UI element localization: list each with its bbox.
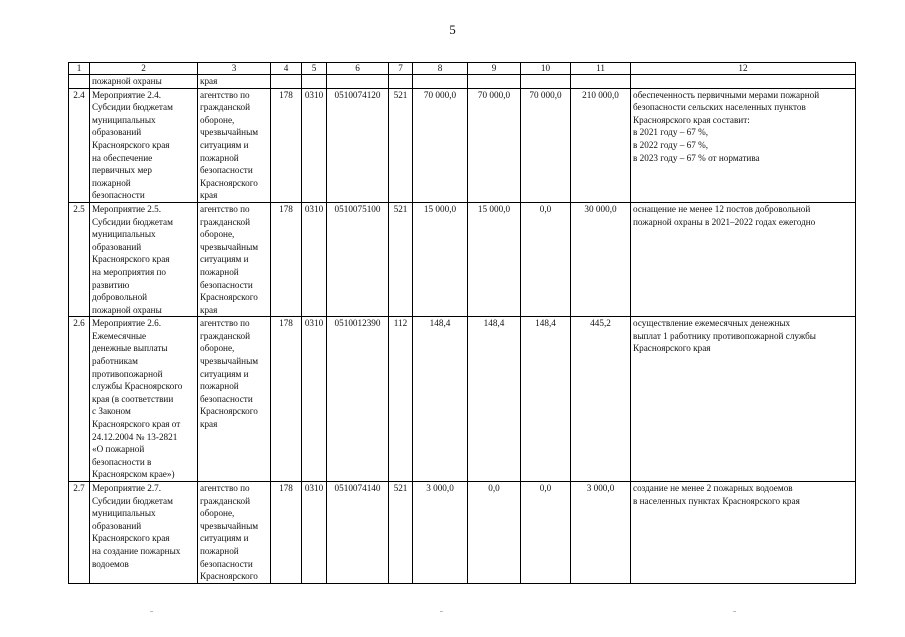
measure-name-line: на создание пожарных <box>92 545 181 556</box>
amount-total: 445,2 <box>571 317 631 482</box>
header-cell: 2 <box>90 63 198 75</box>
measure-name-line: края (в соответствии <box>92 393 174 404</box>
responsible-agency-line: безопасности <box>200 393 253 404</box>
responsible-agency-line: края <box>200 304 218 315</box>
page-number: 5 <box>449 22 456 37</box>
responsible-agency-line: агентство по <box>200 483 250 493</box>
header-cell: 6 <box>327 63 389 75</box>
responsible-agency-line: гражданской <box>200 216 251 227</box>
header-cell: 3 <box>198 63 271 75</box>
expected-result-line: в 2022 году – 67 %, <box>633 139 709 150</box>
expected-result-line: в 2021 году – 67 %, <box>633 127 709 138</box>
table-row <box>69 317 856 482</box>
header-cell: 7 <box>389 63 413 75</box>
measure-name-line: Красноярском крае») <box>92 469 175 480</box>
measure-name-line: Красноярского края <box>92 254 170 265</box>
responsible-agency-line: обороне, <box>200 343 235 354</box>
rzpr-code: 0310 <box>302 482 327 584</box>
csr-code: 0510074120 <box>327 88 389 202</box>
vr-code: 521 <box>389 88 413 202</box>
expected-result <box>631 317 856 482</box>
responsible-agency-line: безопасности <box>200 558 253 569</box>
measure-name-line: муниципальных <box>92 508 156 519</box>
table-row <box>69 482 856 584</box>
measure-name-line: «О пожарной <box>92 444 145 455</box>
expected-result-line: оснащение не менее 12 постов добровольной <box>633 203 811 214</box>
responsible-agency-line: обороне, <box>200 114 235 125</box>
scan-mark <box>440 611 443 612</box>
measure-name-line: Мероприятие 2.4. <box>92 89 162 100</box>
responsible-agency-line: гражданской <box>200 495 251 506</box>
row-number: 2.6 <box>69 317 90 482</box>
cell <box>413 75 468 89</box>
rzpr-code: 0310 <box>302 88 327 202</box>
measure-name-line: муниципальных <box>92 229 156 240</box>
cell-agency: края <box>198 75 271 89</box>
measure-name <box>90 202 198 316</box>
responsible-agency-line: ситуациям и <box>200 533 249 544</box>
measure-name-line: первичных мер <box>92 165 152 176</box>
responsible-agency-line: ситуациям и <box>200 368 249 379</box>
cell <box>69 75 90 89</box>
csr-code: 0510074140 <box>327 482 389 584</box>
measure-name-line: Красноярского края от <box>92 419 181 430</box>
grbs-code: 178 <box>271 482 302 584</box>
measure-name-line: противопожарной <box>92 368 163 379</box>
responsible-agency-line: чрезвычайным <box>200 520 259 531</box>
measure-name-line: Красноярского края <box>92 533 170 544</box>
expected-result-line: осуществление ежемесячных денежных <box>633 318 791 329</box>
row-number: 2.5 <box>69 202 90 316</box>
responsible-agency-line: чрезвычайным <box>200 241 259 252</box>
measure-name-line: добровольной <box>92 292 148 303</box>
responsible-agency-line: гражданской <box>200 102 251 113</box>
measure-name-line: водоемов <box>92 558 129 569</box>
responsible-agency-line: агентство по <box>200 89 250 100</box>
responsible-agency-line: Красноярского <box>200 292 258 303</box>
measure-name-line: муниципальных <box>92 114 156 125</box>
scan-mark <box>150 611 153 612</box>
amount-2022: 148,4 <box>468 317 521 482</box>
responsible-agency <box>198 88 271 202</box>
header-cell: 9 <box>468 63 521 75</box>
row-number: 2.7 <box>69 482 90 584</box>
cell <box>327 75 389 89</box>
header-cell: 11 <box>571 63 631 75</box>
header-cell: 4 <box>271 63 302 75</box>
measure-name-line: Субсидии бюджетам <box>92 102 173 113</box>
expected-result-line: в населенных пунктах Красноярского края <box>633 495 800 506</box>
measure-name-line: Субсидии бюджетам <box>92 495 173 506</box>
measure-name-line: 24.12.2004 № 13-2821 <box>92 431 178 442</box>
measure-name-line: службы Красноярского <box>92 381 183 392</box>
amount-2021: 3 000,0 <box>413 482 468 584</box>
amount-2023: 70 000,0 <box>521 88 571 202</box>
responsible-agency <box>198 482 271 584</box>
grbs-code: 178 <box>271 88 302 202</box>
responsible-agency-line: пожарной <box>200 266 239 277</box>
header-cell: 5 <box>302 63 327 75</box>
measure-name-line: Субсидии бюджетам <box>92 216 173 227</box>
responsible-agency-line: пожарной <box>200 381 239 392</box>
expected-result-line: создание не менее 2 пожарных водоемов <box>633 483 793 493</box>
measure-name-line: образований <box>92 520 142 531</box>
amount-total: 30 000,0 <box>571 202 631 316</box>
amount-2023: 148,4 <box>521 317 571 482</box>
measure-name-line: пожарной <box>92 177 131 188</box>
measure-name-line: образований <box>92 127 142 138</box>
cell-name: пожарной охраны <box>90 75 198 89</box>
amount-2021: 15 000,0 <box>413 202 468 316</box>
measure-name-line: денежные выплаты <box>92 343 168 354</box>
amount-2022: 70 000,0 <box>468 88 521 202</box>
responsible-agency-line: Красноярского <box>200 177 258 188</box>
rzpr-code: 0310 <box>302 317 327 482</box>
expected-result-line: выплат 1 работнику противопожарной службы <box>633 330 816 341</box>
grbs-code: 178 <box>271 317 302 482</box>
amount-total: 210 000,0 <box>571 88 631 202</box>
measure-name-line: на мероприятия по <box>92 266 166 277</box>
header-cell: 12 <box>631 63 856 75</box>
measure-name-line: на обеспечение <box>92 152 153 163</box>
cell <box>271 75 302 89</box>
vr-code: 112 <box>389 317 413 482</box>
cell <box>468 75 521 89</box>
expected-result <box>631 482 856 584</box>
responsible-agency-line: гражданской <box>200 330 251 341</box>
expected-result <box>631 88 856 202</box>
measure-name-line: безопасности в <box>92 456 152 467</box>
activities-table <box>68 62 856 584</box>
expected-result-line: безопасности сельских населенных пунктов <box>633 102 806 113</box>
responsible-agency-line: обороне, <box>200 229 235 240</box>
vr-code: 521 <box>389 202 413 316</box>
row-number: 2.4 <box>69 88 90 202</box>
amount-2021: 148,4 <box>413 317 468 482</box>
responsible-agency-line: Красноярского <box>200 406 258 417</box>
rzpr-code: 0310 <box>302 202 327 316</box>
responsible-agency-line: пожарной <box>200 152 239 163</box>
table-row <box>69 88 856 202</box>
responsible-agency-line: ситуациям и <box>200 139 249 150</box>
responsible-agency-line: края <box>200 419 218 430</box>
measure-name <box>90 317 198 482</box>
responsible-agency-line: края <box>200 190 218 201</box>
responsible-agency <box>198 202 271 316</box>
measure-name-line: пожарной охраны <box>92 304 162 315</box>
responsible-agency-line: агентство по <box>200 203 250 214</box>
expected-result-line: обеспеченность первичными мерами пожарной <box>633 89 820 100</box>
measure-name <box>90 482 198 584</box>
expected-result <box>631 202 856 316</box>
measure-name-line: безопасности <box>92 190 145 201</box>
measure-name-line: Мероприятие 2.6. <box>92 318 162 329</box>
header-row <box>69 63 856 75</box>
measure-name-line: образований <box>92 241 142 252</box>
measure-name-line: Мероприятие 2.5. <box>92 203 162 214</box>
responsible-agency-line: ситуациям и <box>200 254 249 265</box>
amount-2023: 0,0 <box>521 482 571 584</box>
expected-result-line: в 2023 году – 67 % от норматива <box>633 152 760 163</box>
responsible-agency-line: чрезвычайным <box>200 356 259 367</box>
scan-mark <box>733 611 736 612</box>
cell <box>302 75 327 89</box>
responsible-agency <box>198 317 271 482</box>
csr-code: 0510075100 <box>327 202 389 316</box>
responsible-agency-line: обороне, <box>200 508 235 519</box>
responsible-agency-line: безопасности <box>200 165 253 176</box>
responsible-agency-line: безопасности <box>200 279 253 290</box>
measure-name-line: с Законом <box>92 406 131 417</box>
measure-name <box>90 88 198 202</box>
measure-name-line: Красноярского края <box>92 139 170 150</box>
amount-2022: 0,0 <box>468 482 521 584</box>
expected-result-line: Красноярского края составит: <box>633 114 750 125</box>
responsible-agency-line: Красноярского <box>200 571 258 582</box>
responsible-agency-line: чрезвычайным <box>200 127 259 138</box>
measure-name-line: работникам <box>92 356 138 367</box>
responsible-agency-line: агентство по <box>200 318 250 329</box>
amount-total: 3 000,0 <box>571 482 631 584</box>
expected-result-line: Красноярского края <box>633 343 711 354</box>
vr-code: 521 <box>389 482 413 584</box>
amount-2021: 70 000,0 <box>413 88 468 202</box>
header-cell: 8 <box>413 63 468 75</box>
amount-2022: 15 000,0 <box>468 202 521 316</box>
csr-code: 0510012390 <box>327 317 389 482</box>
measure-name-line: Ежемесячные <box>92 330 147 341</box>
cell <box>631 75 856 89</box>
measure-name-line: развитию <box>92 279 130 290</box>
header-cell: 1 <box>69 63 90 75</box>
cell <box>571 75 631 89</box>
continuation-row <box>69 75 856 89</box>
grbs-code: 178 <box>271 202 302 316</box>
cell <box>389 75 413 89</box>
responsible-agency-line: пожарной <box>200 545 239 556</box>
table-row <box>69 202 856 316</box>
header-cell: 10 <box>521 63 571 75</box>
amount-2023: 0,0 <box>521 202 571 316</box>
measure-name-line: Мероприятие 2.7. <box>92 483 162 493</box>
expected-result-line: пожарной охраны в 2021–2022 годах ежегодно <box>633 216 816 227</box>
cell <box>521 75 571 89</box>
